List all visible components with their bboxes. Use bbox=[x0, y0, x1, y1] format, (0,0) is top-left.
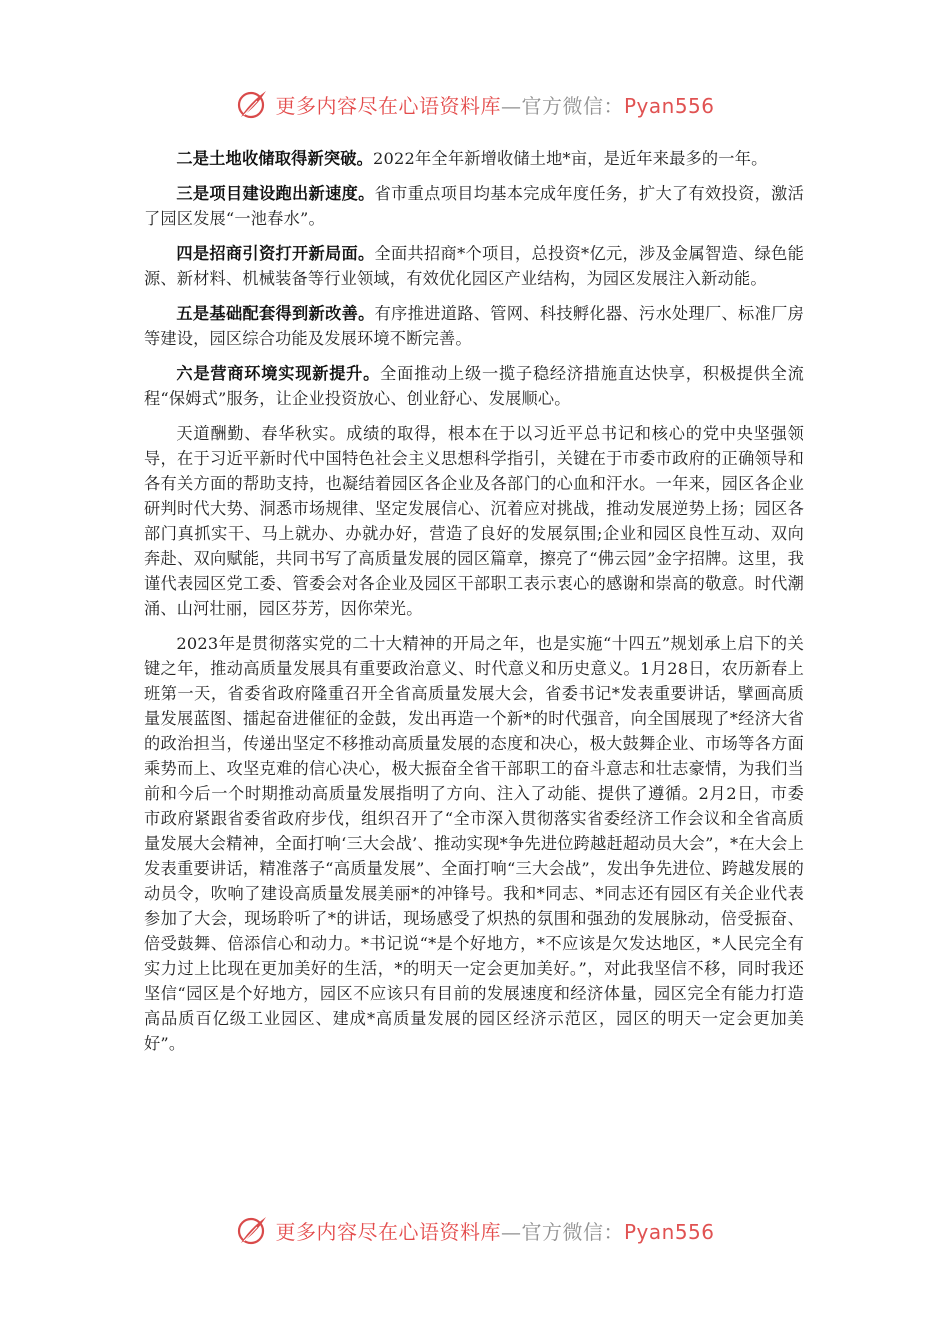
paragraph-text: 全面推动上级一揽子稳经济措施直达快享，积极提供全流程“保姆式”服务，让企业投资放心、创业舒心、发展顺心。 bbox=[144, 364, 805, 408]
feather-quill-logo-icon bbox=[235, 1213, 269, 1247]
paragraph-lead: 五是基础配套得到新改善。 bbox=[176, 304, 375, 323]
paragraph-text: 有序推进道路、管网、科技孵化器、污水处理厂、标准厂房等建设，园区综合功能及发展环境不断完善。 bbox=[144, 304, 804, 348]
document-body bbox=[144, 146, 804, 1066]
paragraph-2023-outlook bbox=[144, 631, 804, 1056]
watermark-official: 官方微信： bbox=[521, 1219, 624, 1244]
paragraph-investment bbox=[144, 241, 804, 291]
feather-quill-logo-icon bbox=[235, 87, 269, 121]
paragraph-text: 全面共招商*个项目，总投资*亿元，涉及金属智造、绿色能源、新材料、机械装备等行业领域，有效优化园区产业结构，为园区发展注入新动能。 bbox=[144, 244, 804, 288]
paragraph-lead: 六是营商环境实现新提升。 bbox=[176, 364, 381, 383]
paragraph-text: 2023年是贯彻落实党的二十大精神的开局之年，也是实施“十四五”规划承上启下的关键之年，推动高质量发展具有重要政治意义、时代意义和历史意义。1月28日，农历新春上班第一天，省委省政府隆重召开全省高质量发展大会，省委书记*发表重要讲话，擘画高质量发展蓝图、擂起奋进催征的金鼓，发出再造一个新*的时代强音，向全国展现了*经济大省的政治担当，传递出坚定不移推动高质量发展的态度和决心，极大鼓舞企业、市场等各方面乘势而上、攻坚克难的信心决心，极大振奋全省干部职工的奋斗意志和壮志豪情，为我们当前和今后一个时期推动高质量发展指明了方向、注入了动能、提供了遵循。2月2日，市委市政府紧跟省委省政府步伐，组织召开了“全市深入贯彻落实省委经济工作会议和全省高质量发展大会精神，全面打响‘三大会战’、推动实现*争先进位跨越赶超动员大会”，*在大会上发表重要讲话，精准落子“高质量发展”、全面打响“三大会战”，发出争先进位、跨越发展的动员令，吹响了建设高质量发展美丽*的冲锋号。我和*同志、*同志还有园区有关企业代表参加了大会，现场聆听了*的讲话，现场感受了炽热的氛围和强劲的发展脉动，倍受振奋、倍受鼓舞、倍添信心和动力。*书记说“*是个好地方，*不应该是欠发达地区，*人民完全有实力过上比现在更加美好的生活，*的明天一定会更加美好。”，对此我坚信不移，同时我还坚信“园区是个好地方，园区不应该只有目前的发展速度和经济体量，园区完全有能力打造高品质百亿级工业园区、建成*高质量发展的园区经济示范区，园区的明天一定会更加美好”。 bbox=[144, 634, 804, 1053]
watermark-main: 更多内容尽在心语资料库 bbox=[275, 93, 501, 118]
header-watermark bbox=[0, 84, 950, 124]
watermark-account: Pyan556 bbox=[623, 93, 715, 118]
paragraph-lead: 四是招商引资打开新局面。 bbox=[176, 244, 375, 263]
paragraph-projects bbox=[144, 181, 804, 231]
paragraph-lead: 二是土地收储取得新突破。 bbox=[176, 149, 374, 168]
footer-watermark bbox=[0, 1210, 950, 1250]
paragraph-text: 2022年全年新增收储土地*亩，是近年来最多的一年。 bbox=[373, 149, 768, 168]
paragraph-achievements bbox=[144, 421, 804, 621]
paragraph-business-environment bbox=[144, 361, 804, 411]
watermark-text bbox=[275, 1216, 714, 1245]
watermark-dash: — bbox=[500, 93, 522, 118]
paragraph-infrastructure bbox=[144, 301, 804, 351]
watermark-official: 官方微信： bbox=[521, 93, 624, 118]
paragraph-land bbox=[144, 146, 804, 171]
paragraph-lead: 三是项目建设跑出新速度。 bbox=[176, 184, 375, 203]
watermark-text bbox=[275, 90, 714, 119]
paragraph-text: 省市重点项目均基本完成年度任务，扩大了有效投资，激活了园区发展“一池春水”。 bbox=[144, 184, 804, 228]
watermark-main: 更多内容尽在心语资料库 bbox=[275, 1219, 501, 1244]
paragraph-text: 天道酬勤、春华秋实。成绩的取得，根本在于以习近平总书记和核心的党中央坚强领导，在于习近平新时代中国特色社会主义思想科学指引，关键在于市委市政府的正确领导和各有关方面的帮助支持，也凝结着园区各企业及各部门的心血和汗水。一年来，园区各企业研判时代大势、洞悉市场规律、坚定发展信心、沉着应对挑战，推动发展逆势上扬；园区各部门真抓实干、马上就办、办就办好，营造了良好的发展氛围;企业和园区良性互动、双向奔赴、双向赋能，共同书写了高质量发展的园区篇章，擦亮了“佛云园”金字招牌。这里，我谨代表园区党工委、管委会对各企业及园区干部职工表示衷心的感谢和崇高的敬意。时代潮涌、山河壮丽，园区芬芳，因你荣光。 bbox=[144, 424, 804, 618]
watermark-dash: — bbox=[500, 1219, 522, 1244]
watermark-account: Pyan556 bbox=[623, 1219, 715, 1244]
